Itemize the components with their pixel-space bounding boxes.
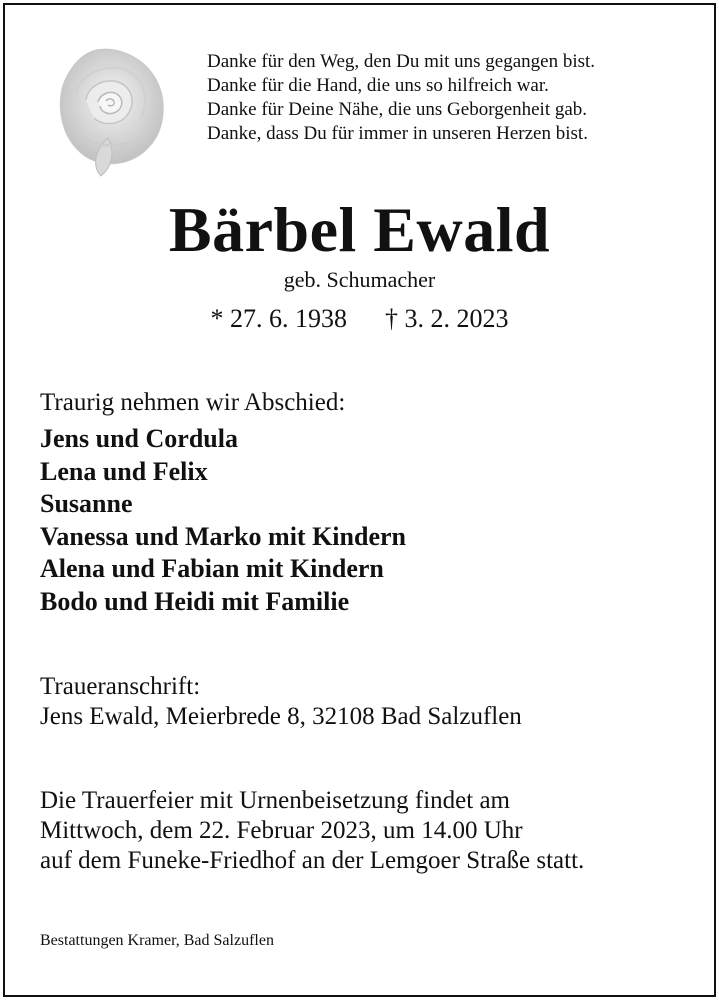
address-label: Traueranschrift: xyxy=(40,673,201,700)
poem-line: Danke, dass Du für immer in unseren Herzen bist. xyxy=(207,123,588,144)
mourner-name: Bodo und Heidi mit Familie xyxy=(40,586,350,616)
mourner-name: Vanessa und Marko mit Kindern xyxy=(40,521,406,551)
undertaker: Bestattungen Kramer, Bad Salzuflen xyxy=(40,932,274,949)
poem-line: Danke für den Weg, den Du mit uns gegangen bist. xyxy=(207,51,596,72)
rose-icon xyxy=(46,38,172,180)
deceased-name: Bärbel Ewald xyxy=(168,194,551,265)
death-date: † 3. 2. 2023 xyxy=(385,304,509,333)
service-line: Mittwoch, dem 22. Februar 2023, um 14.00 Uhr xyxy=(40,817,523,844)
poem-line: Danke für Deine Nähe, die uns Geborgenheit gab. xyxy=(207,99,588,120)
address-line: Jens Ewald, Meierbrede 8, 32108 Bad Salzuflen xyxy=(40,703,522,730)
poem xyxy=(207,50,595,146)
life-dates xyxy=(0,303,719,335)
mourner-name: Lena und Felix xyxy=(40,456,208,486)
maiden-name: geb. Schumacher xyxy=(283,267,436,292)
mourner-name: Jens und Cordula xyxy=(40,424,238,453)
birth-date: * 27. 6. 1938 xyxy=(210,304,347,333)
mourning-address xyxy=(40,672,522,732)
mourners-intro: Traurig nehmen wir Abschied: xyxy=(40,389,346,416)
mourner-name: Alena und Fabian mit Kindern xyxy=(40,554,384,583)
service-line: Die Trauerfeier mit Urnenbeisetzung findet am xyxy=(40,787,510,814)
mourner-name: Susanne xyxy=(40,489,133,518)
mourners-list xyxy=(40,423,406,618)
service-line: auf dem Funeke-Friedhof an der Lemgoer Straße statt. xyxy=(40,847,585,874)
service-notice xyxy=(40,786,584,876)
poem-line: Danke für die Hand, die uns so hilfreich war. xyxy=(207,75,549,96)
